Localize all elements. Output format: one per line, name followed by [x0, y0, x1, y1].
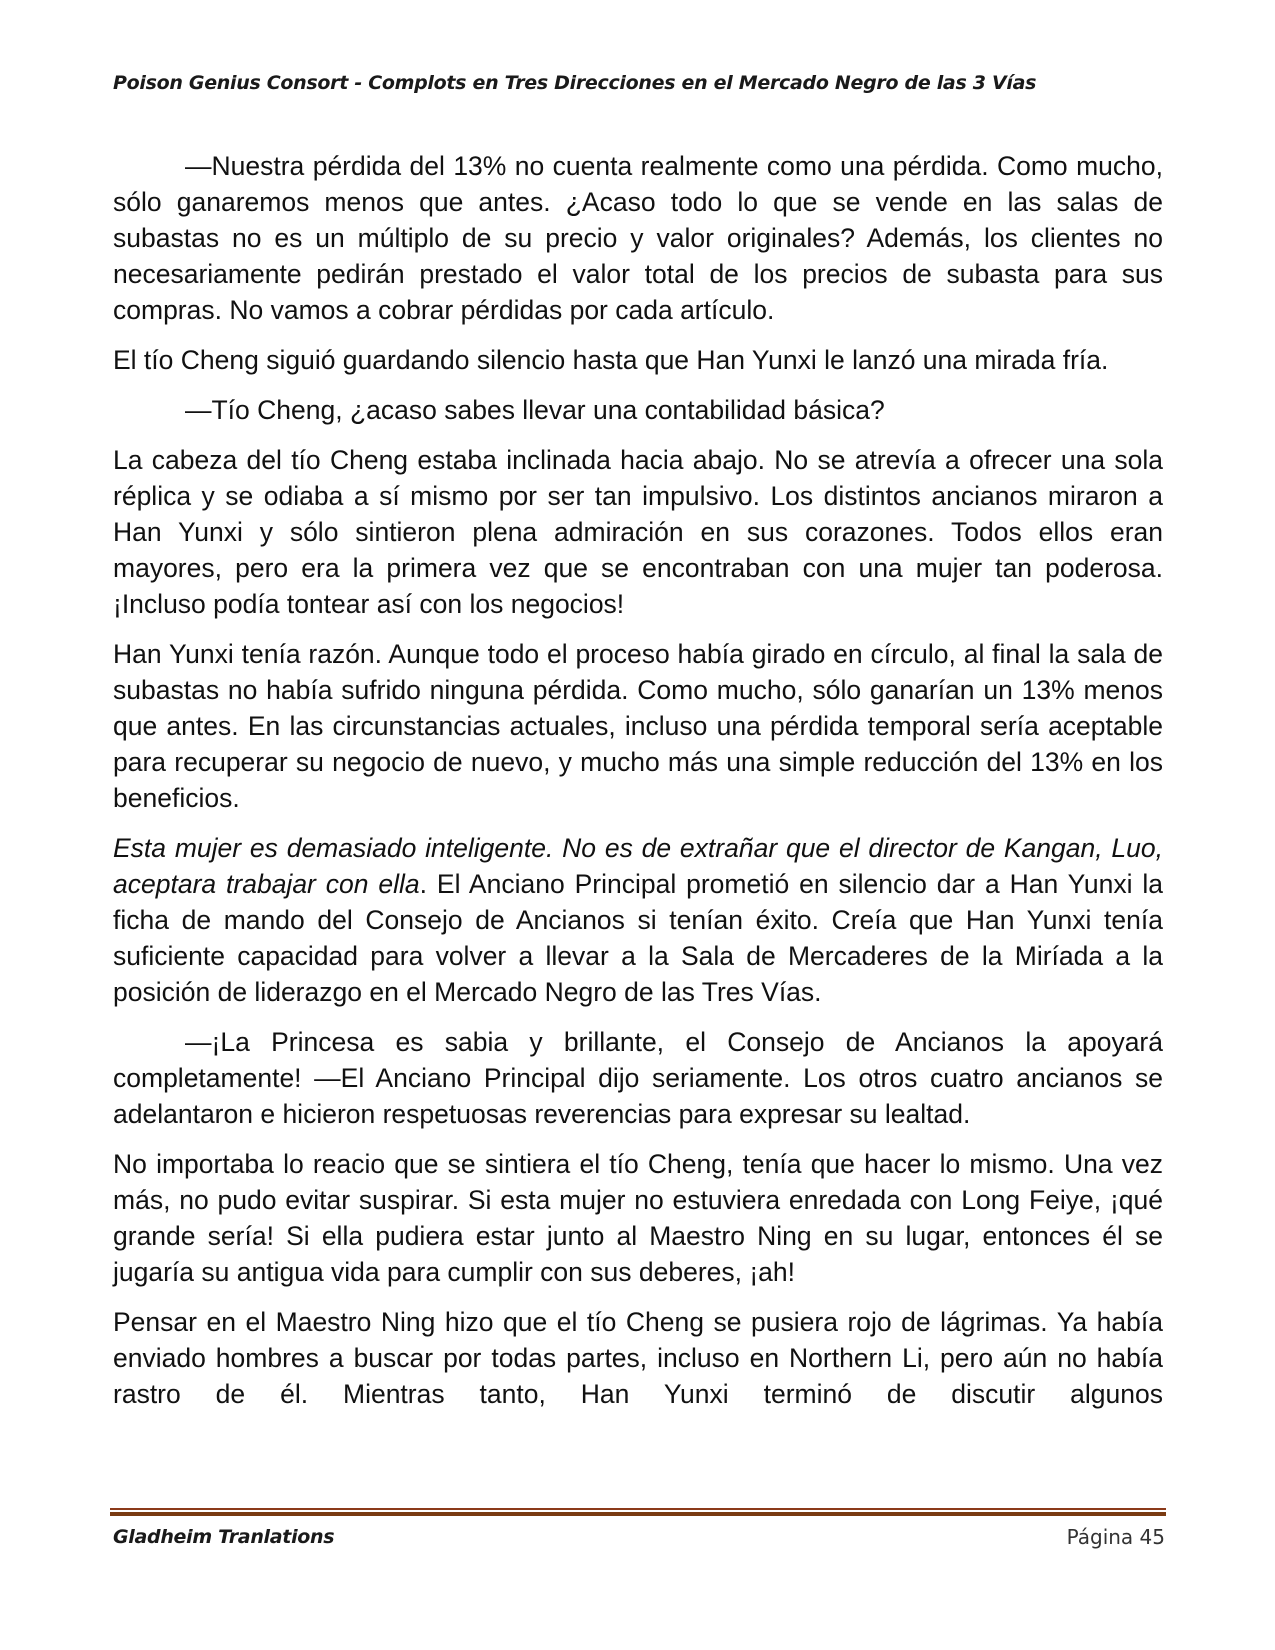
page-number-value: 45: [1139, 1525, 1165, 1549]
paragraph-6: [113, 830, 1163, 1010]
page-header-title: Poison Genius Consort - Complots en Tres Direcciones en el Mercado Negro de las 3 Vías: [113, 72, 1037, 94]
paragraph-3: —Tío Cheng, ¿acaso sabes llevar una contabilidad básica?: [185, 395, 885, 425]
page-body: [113, 148, 1163, 1426]
paragraph-7: —¡La Princesa es sabia y brillante, el Consejo de Ancianos la apoyará completamente! —El Anciano Principal dijo seriamente. Los otros cuatro ancianos se adelantaron e hicieron respetuosas reverencias para expresar su lealtad.: [113, 1027, 1163, 1129]
footer-divider: [110, 1508, 1166, 1516]
page-number: [1067, 1525, 1165, 1549]
footer-credit: Gladheim Tranlations: [113, 1526, 335, 1548]
footer-divider-thin: [110, 1508, 1166, 1510]
paragraph-4: La cabeza del tío Cheng estaba inclinada hacia abajo. No se atrevía a ofrecer una sola réplica y se odiaba a sí mismo por ser tan impulsivo. Los distintos ancianos miraron a Han Yunxi y sólo sintieron plena admiración en sus corazones. Todos ellos eran mayores, pero era la primera vez que se encontraban con una mujer tan poderosa. ¡Incluso podía tontear así con los negocios!: [113, 445, 1163, 619]
paragraph-5: Han Yunxi tenía razón. Aunque todo el proceso había girado en círculo, al final la sala de subastas no había sufrido ninguna pérdida. Como mucho, sólo ganarían un 13% menos que antes. En las circunstancias actuales, incluso una pérdida temporal sería aceptable para recuperar su negocio de nuevo, y mucho más una simple reducción del 13% en los beneficios.: [113, 639, 1163, 813]
paragraph-8: No importaba lo reacio que se sintiera el tío Cheng, tenía que hacer lo mismo. Una vez más, no pudo evitar suspirar. Si esta mujer no estuviera enredada con Long Feiye, ¡qué grande sería! Si ella pudiera estar junto al Maestro Ning en su lugar, entonces él se jugaría su antigua vida para cumplir con sus deberes, ¡ah!: [113, 1149, 1163, 1287]
paragraph-1: —Nuestra pérdida del 13% no cuenta realmente como una pérdida. Como mucho, sólo ganaremos menos que antes. ¿Acaso todo lo que se vende en las salas de subastas no es un múltiplo de su precio y valor originales? Además, los clientes no necesariamente pedirán prestado el valor total de los precios de subasta para sus compras. No vamos a cobrar pérdidas por cada artículo.: [113, 151, 1163, 325]
paragraph-6-rest: . El Anciano Principal prometió en silencio dar a Han Yunxi la ficha de mando del Consejo de Ancianos si tenían éxito. Creía que Han Yunxi tenía suficiente capacidad para volver a llevar a la Sala de Mercaderes de la Miríada a la posición de liderazgo en el Mercado Negro de las Tres Vías.: [113, 869, 1163, 1007]
page-label: Página: [1066, 1525, 1134, 1549]
paragraph-9: Pensar en el Maestro Ning hizo que el tío Cheng se pusiera rojo de lágrimas. Ya había enviado hombres a buscar por todas partes, incluso en Northern Li, pero aún no había rastro de él. Mientras tanto, Han Yunxi terminó de discutir algunos: [113, 1307, 1163, 1409]
paragraph-6-italic: Esta mujer es demasiado inteligente. No es de extrañar que el director de Kangan, Luo, aceptara trabajar con ella: [113, 833, 1163, 899]
footer-divider-thick: [110, 1512, 1166, 1516]
paragraph-2: El tío Cheng siguió guardando silencio hasta que Han Yunxi le lanzó una mirada fría.: [113, 345, 1109, 375]
